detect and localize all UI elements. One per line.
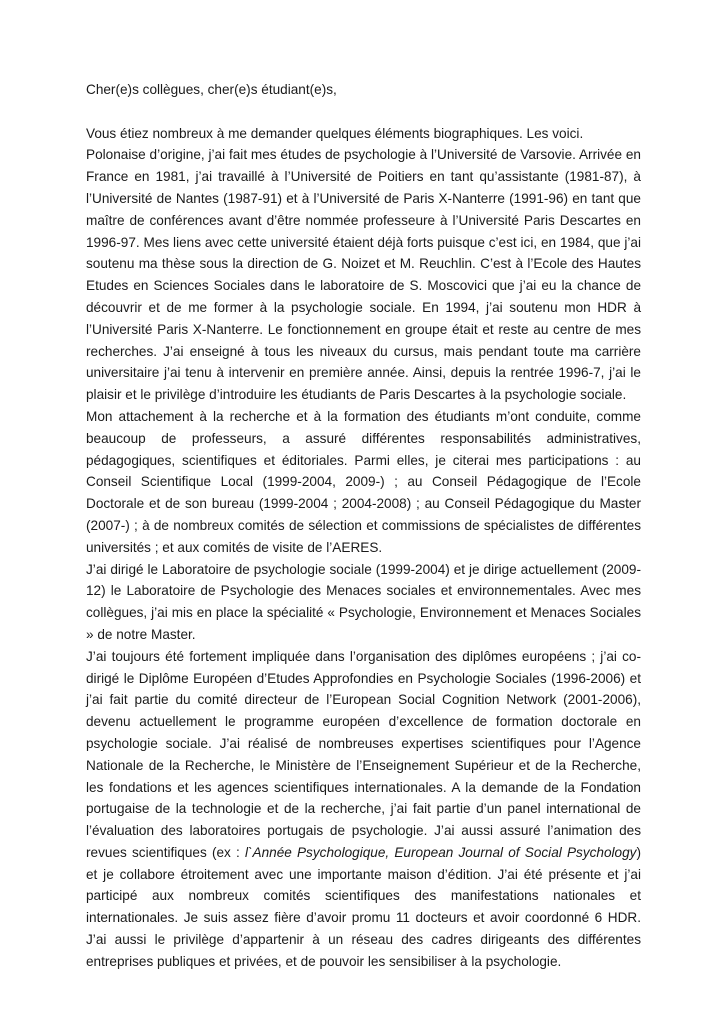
journal-titles: l`Année Psychologique, European Journal of Social Psychology [244,844,637,860]
paragraph-european-part2: ) et je collabore étroitement avec une importante maison d’édition. J’ai été présente et j’ai participé aux nombreux comités scientifiques des manifestations nationales et internationales. Je suis assez fière d’avoir promu 11 docteurs et avoir coordonné 6 HDR. J’ai aussi le privilège d’appartenir à un réseau des cadres dirigeants des différentes entreprises publiques et privées, et de pouvoir les sensibiliser à la psychologie. [86,844,641,969]
paragraph-laboratory: J’ai dirigé le Laboratoire de psychologie sociale (1999-2004) et je dirige actuellement (2009-12) le Laboratoire de Psychologie des Menaces sociales et environnementales. Avec mes collègues, j’ai mis en place la spécialité « Psychologie, Environnement et Menaces Sociales » de notre Master. [86,561,641,642]
greeting: Cher(e)s collègues, cher(e)s étudiant(e)s, [86,82,337,97]
letter-body [86,79,641,973]
paragraph-european-part1: J’ai toujours été fortement impliquée dans l’organisation des diplômes européens ; j’ai co-dirigé le Diplôme Européen d’Etudes Approfondies en Psychologie Sociales (1996-2006) et j’ai fait partie du comité directeur de l’European Social Cognition Network (2001-2006), devenu actuellement le programme européen d’excellence de formation doctorale en psychologie sociale. J’ai réalisé de nombreuses expertises scientifiques pour l’Agence Nationale de la Recherche, le Ministère de l’Enseignement Supérieur et de la Recherche, les fondations et les agences scientifiques internationales. A la demande de la Fondation portugaise de la technologie et de la recherche, j’ai fait partie d’un panel international de l’évaluation des laboratoires portugais de psychologie. J’ai aussi assuré l’animation des revues scientifiques (ex : [86,648,641,860]
paragraph-responsibilities: Mon attachement à la recherche et à la formation des étudiants m’ont conduite, comme beaucoup de professeurs, a assuré différentes responsabilités administratives, pédagogiques, scientifiques et éditoriales. Parmi elles, je citerai mes participations : au Conseil Scientifique Local (1999-2004, 2009-) ; au Conseil Pédagogique de l’Ecole Doctorale et de son bureau (1999-2004 ; 2004-2008) ; au Conseil Pédagogique du Master (2007-) ; à de nombreux comités de sélection et commissions de spécialistes de différentes universités ; et aux comités de visite de l’AERES. [86,408,641,555]
paragraph-european [86,646,641,973]
paragraph-career: Polonaise d’origine, j’ai fait mes études de psychologie à l’Université de Varsovie. Arrivée en France en 1981, j’ai travaillé à l’Université de Poitiers en tant qu’assistante (1981-87), à l’Université de Nantes (1987-91) et à l’Université de Paris X-Nanterre (1991-96) en tant que maître de conférences avant d’être nommée professeure à l’Université Paris Descartes en 1996-97. Mes liens avec cette université étaient déjà forts puisque c’est ici, en 1984, que j’ai soutenu ma thèse sous la direction de G. Noizet et M. Reuchlin. C’est à l’Ecole des Hautes Etudes en Sciences Sociales dans le laboratoire de S. Moscovici que j’ai eu la chance de découvrir et de me former à la psychologie sociale. En 1994, j’ai soutenu mon HDR à l’Université Paris X-Nanterre. Le fonctionnement en groupe était et reste au centre de mes recherches. J’ai enseigné à tous les niveaux du cursus, mais pendant toute ma carrière universitaire j’ai tenu à intervenir en première année. Ainsi, depuis la rentrée 1996-7, j’ai le plaisir et le privilège d’introduire les étudiants de Paris Descartes à la psychologie sociale. [86,147,641,403]
paragraph-intro: Vous étiez nombreux à me demander quelques éléments biographiques. Les voici. [86,125,584,141]
